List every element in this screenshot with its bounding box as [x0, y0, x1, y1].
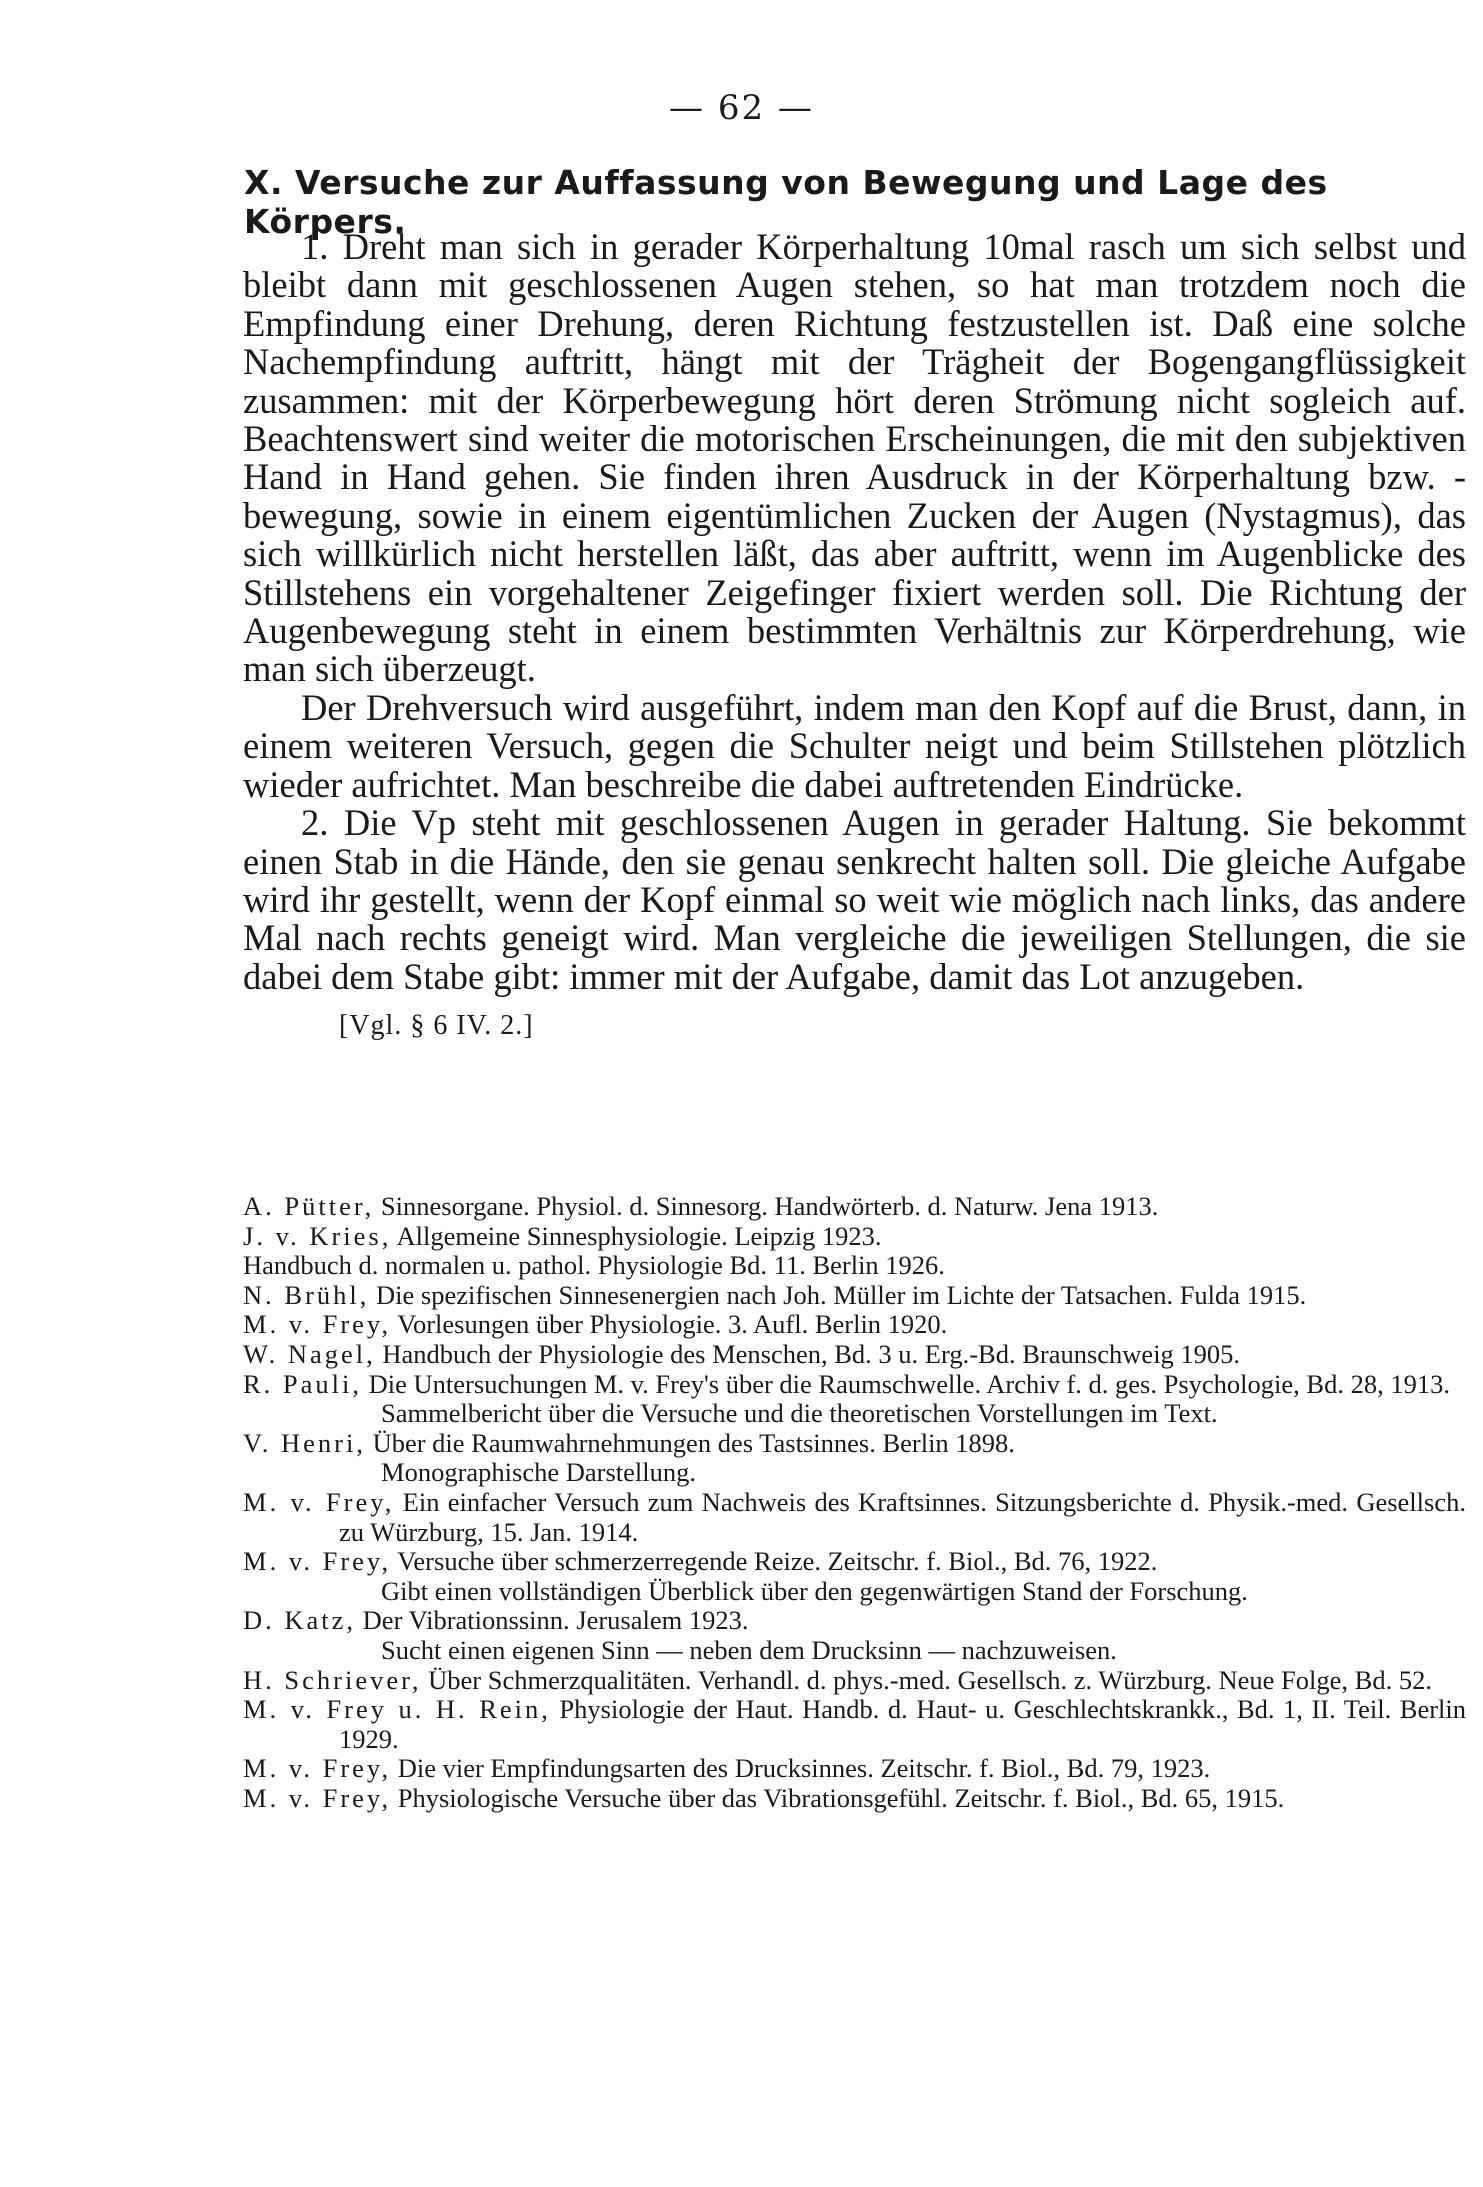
reference-comment: Sucht einen eigenen Sinn — neben dem Drucksinn — nachzuweisen.: [381, 1634, 1117, 1665]
reference-text: Sinnesorgane. Physiol. d. Sinnesorg. Handwörterb. d. Naturw. Jena 1913.: [374, 1191, 1159, 1221]
reference-entry: [243, 1222, 1466, 1252]
reference-entry: [243, 1310, 1466, 1340]
reference-text: Handbuch d. normalen u. pathol. Physiologie Bd. 11. Berlin 1926.: [243, 1250, 945, 1281]
reference-entry: [243, 1340, 1466, 1370]
reference-author: M. v. Frey,: [243, 1782, 392, 1813]
paragraph-2: Der Drehversuch wird ausgeführt, indem man den Kopf auf die Brust, dann, in einem weiteren Versuch, gegen die Schulter neigt und beim Stillstehen plötzlich wieder aufrichtet. Man beschreibe die dabei auftretenden Eindrücke.: [243, 686, 1466, 805]
reference-text: Handbuch der Physiologie des Menschen, Bd. 3 u. Erg.-Bd. Braunschweig 1905.: [375, 1338, 1241, 1369]
reference-entry: [243, 1429, 1466, 1488]
reference-entry: [243, 1281, 1466, 1311]
reference-entry: [243, 1754, 1466, 1784]
body-text: [243, 228, 1466, 1044]
reference-entry: [243, 1666, 1466, 1696]
reference-text: Die vier Empfindungsarten des Drucksinnes. Zeitschr. f. Biol., Bd. 79, 1923.: [391, 1753, 1211, 1784]
reference-author: V. Henri,: [243, 1427, 366, 1458]
reference-entry: [243, 1547, 1466, 1606]
reference-author: N. Brühl,: [243, 1279, 370, 1310]
cross-reference: [Vgl. § 6 IV. 2.]: [339, 1010, 534, 1042]
reference-text: Physiologische Versuche über das Vibrationsgefühl. Zeitschr. f. Biol., Bd. 65, 1915.: [391, 1782, 1285, 1813]
reference-entry: [243, 1488, 1466, 1547]
reference-comment: Sammelbericht über die Versuche und die theoretischen Vorstellungen im Text.: [381, 1398, 1218, 1429]
reference-entry: [243, 1784, 1466, 1814]
reference-text: Vorlesungen über Physiologie. 3. Aufl. Berlin 1920.: [391, 1309, 948, 1340]
reference-author: M. v. Frey,: [243, 1753, 392, 1784]
reference-text: Über Schmerzqualitäten. Verhandl. d. phys.-med. Gesellsch. z. Würzburg. Neue Folge, Bd. 52.: [421, 1664, 1432, 1695]
page-number: — 62 —: [669, 88, 814, 128]
reference-author: W. Nagel,: [243, 1338, 376, 1369]
reference-entry: [243, 1695, 1466, 1754]
reference-text: Ein einfacher Versuch zum Nachweis des Kraftsinnes. Sitzungsberichte d. Physik.-med. Gesellsch. zu Würzburg, 15. Jan. 1914.: [339, 1486, 1466, 1547]
reference-entry: [243, 1370, 1466, 1429]
reference-author: J. v. Kries,: [243, 1220, 392, 1251]
reference-list: [243, 1192, 1466, 1813]
reference-entry: [243, 1192, 1466, 1222]
reference-author: R. Pauli,: [243, 1368, 363, 1399]
reference-entry: [243, 1606, 1466, 1665]
reference-author: M. v. Frey,: [243, 1486, 395, 1517]
reference-comment: Gibt einen vollständigen Überblick über den gegenwärtigen Stand der Forschung.: [381, 1575, 1248, 1606]
reference-author: H. Schriever,: [243, 1664, 422, 1695]
paragraph-3: 2. Die Vp steht mit geschlossenen Augen in gerader Haltung. Sie bekommt einen Stab in die Hände, den sie genau senkrecht halten soll. Die gleiche Aufgabe wird ihr gestellt, wenn der Kopf einmal so weit wie möglich nach links, das andere Mal nach rechts geneigt wird. Man vergleiche die jeweiligen Stellungen, die sie dabei dem Stabe gibt: immer mit der Aufgabe, damit das Lot anzugeben.: [243, 802, 1466, 997]
reference-comment: Monographische Darstellung.: [381, 1457, 696, 1488]
reference-author: M. v. Frey,: [243, 1309, 392, 1340]
reference-text: Der Vibrationssinn. Jerusalem 1923.: [356, 1605, 749, 1636]
reference-author: M. v. Frey u. H. Rein,: [243, 1694, 551, 1725]
reference-author: A. Pütter,: [243, 1191, 375, 1221]
reference-author: M. v. Frey,: [243, 1546, 392, 1577]
paragraph-1: 1. Dreht man sich in gerader Körperhaltung 10mal rasch um sich selbst und bleibt dann mit geschlossenen Augen stehen, so hat man trotzdem noch die Empfindung einer Drehung, deren Richtung festzustellen ist. Daß eine solche Nachempfindung auftritt, hängt mit der Trägheit der Bogengangflüssigkeit zusammen: mit der Körperbewegung hört deren Strömung nicht sogleich auf. Beachtenswert sind weiter die motorischen Erscheinungen, die mit den subjektiven Hand in Hand gehen. Sie finden ihren Ausdruck in der Körperhaltung bzw. -bewegung, sowie in einem eigentümlichen Zucken der Augen (Nystagmus), das sich willkürlich nicht herstellen läßt, das aber auftritt, wenn im Augenblicke des Stillstehens ein vorgehaltener Zeigefinger fixiert werden soll. Die Richtung der Augenbewegung steht in einem bestimmten Verhältnis zur Körperdrehung, wie man sich überzeugt.: [243, 226, 1466, 690]
reference-entry: [243, 1251, 1466, 1281]
reference-author: D. Katz,: [243, 1605, 357, 1636]
reference-text: Über die Raumwahrnehmungen des Tastsinnes. Berlin 1898.: [365, 1427, 1015, 1458]
reference-text: Allgemeine Sinnesphysiologie. Leipzig 1923.: [391, 1220, 882, 1251]
reference-text: Die Untersuchungen M. v. Frey's über die Raumschwelle. Archiv f. d. ges. Psychologie, Bd. 28, 1913.: [362, 1368, 1450, 1399]
reference-text: Versuche über schmerzerregende Reize. Zeitschr. f. Biol., Bd. 76, 1922.: [391, 1546, 1158, 1577]
reference-text: Die spezifischen Sinnesenergien nach Joh. Müller im Lichte der Tatsachen. Fulda 1915.: [369, 1279, 1307, 1310]
section-heading: X. Versuche zur Auffassung von Bewegung und Lage des Körpers.: [244, 163, 1328, 241]
reference-text: Physiologie der Haut. Handb. d. Haut- u. Geschlechtskrankk., Bd. 1, II. Teil. Berlin 1929.: [339, 1694, 1467, 1754]
